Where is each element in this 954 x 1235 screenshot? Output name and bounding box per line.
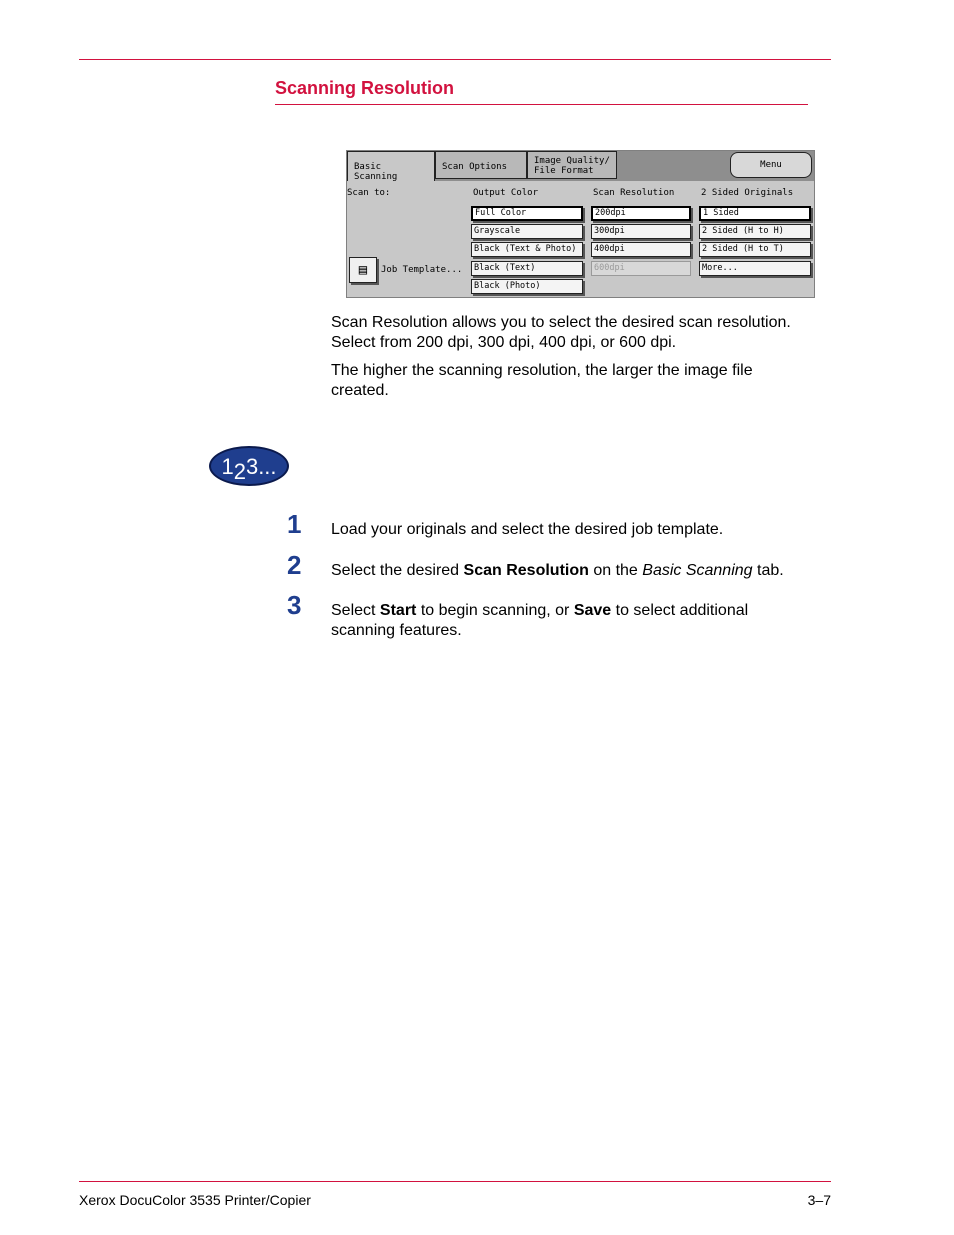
step-2-bold: Scan Resolution [463,562,589,579]
step-2-mid: on the [588,562,643,579]
step-3-line-2: scanning features. [331,622,462,639]
intro-line-1: Scan Resolution allows you to select the desired scan resolution. [331,314,791,331]
step-1-number: 1 [287,509,302,539]
note-line-2: created. [331,382,389,399]
tab-image-quality-label-1: Image Quality/ [534,156,610,166]
step-3-number: 3 [287,590,302,620]
page-number: 3–7 [807,1192,831,1208]
tab-basic-scanning[interactable] [347,151,435,181]
section-title: Scanning Resolution [275,78,455,98]
job-template-icon[interactable]: ▤ [349,257,377,283]
resolution-600dpi-button[interactable]: 600dpi [591,261,691,276]
step-3-bold-save: Save [573,602,612,619]
job-template-label: Job Template... [381,265,463,275]
output-color-heading: Output Color [473,188,539,198]
intro-paragraph [331,313,791,353]
step-2-post: tab. [752,562,784,579]
step-3-pre: Select [331,602,380,619]
intro-line-2: Select from 200 dpi, 300 dpi, 400 dpi, or 600 dpi. [331,334,677,351]
title-underline [275,104,808,105]
two-sided-more-button[interactable]: More... [699,261,811,276]
step-3-line-1 [331,601,821,621]
scanner-ui-panel [346,150,815,298]
step-3-mid: to begin scanning, or [416,602,574,619]
top-rule [79,59,831,60]
step-3-bold-start: Start [379,602,417,619]
tab-image-quality[interactable] [527,151,617,179]
two-sided-h-to-t-button[interactable]: 2 Sided (H to T) [699,242,811,257]
steps-badge-icon [209,446,289,486]
output-full-color-button[interactable]: Full Color [471,206,583,221]
footer-rule [79,1181,831,1182]
footer-title: Xerox DocuColor 3535 Printer/Copier [79,1192,311,1208]
scan-resolution-heading: Scan Resolution [593,188,675,198]
step-2-number: 2 [287,550,302,580]
output-black-text-button[interactable]: Black (Text) [471,261,583,276]
two-sided-h-to-h-button[interactable]: 2 Sided (H to H) [699,224,811,239]
output-black-text-photo-button[interactable]: Black (Text & Photo) [471,242,583,257]
scan-to-label: Scan to: [347,188,391,198]
step-1-text: Load your originals and select the desired job template. [331,521,724,538]
note-line-1: The higher the scanning resolution, the larger the image file [331,362,753,379]
step-2-text [331,561,821,581]
menu-button[interactable]: Menu [730,152,812,178]
badge-part-1: 1 [221,454,234,479]
tab-scan-options[interactable] [435,151,527,179]
resolution-400dpi-button[interactable]: 400dpi [591,242,691,257]
resolution-200dpi-button[interactable]: 200dpi [591,206,691,221]
one-sided-button[interactable]: 1 Sided [699,206,811,221]
step-3-post: to select additional [611,602,749,619]
output-grayscale-button[interactable]: Grayscale [471,224,583,239]
step-2-pre: Select the desired [331,562,464,579]
tab-scan-options-label: Scan Options [442,162,508,172]
tab-image-quality-label-2: File Format [534,166,594,176]
step-3-text [331,601,821,641]
two-sided-heading: 2 Sided Originals [701,188,794,198]
resolution-300dpi-button[interactable]: 300dpi [591,224,691,239]
badge-part-3: 3... [245,454,277,479]
tab-basic-scanning-label: Basic Scanning [354,162,398,182]
badge-part-2: 2 [233,459,246,484]
output-black-photo-button[interactable]: Black (Photo) [471,279,583,294]
resolution-note [331,361,753,401]
step-2-italic: Basic Scanning [642,562,753,579]
